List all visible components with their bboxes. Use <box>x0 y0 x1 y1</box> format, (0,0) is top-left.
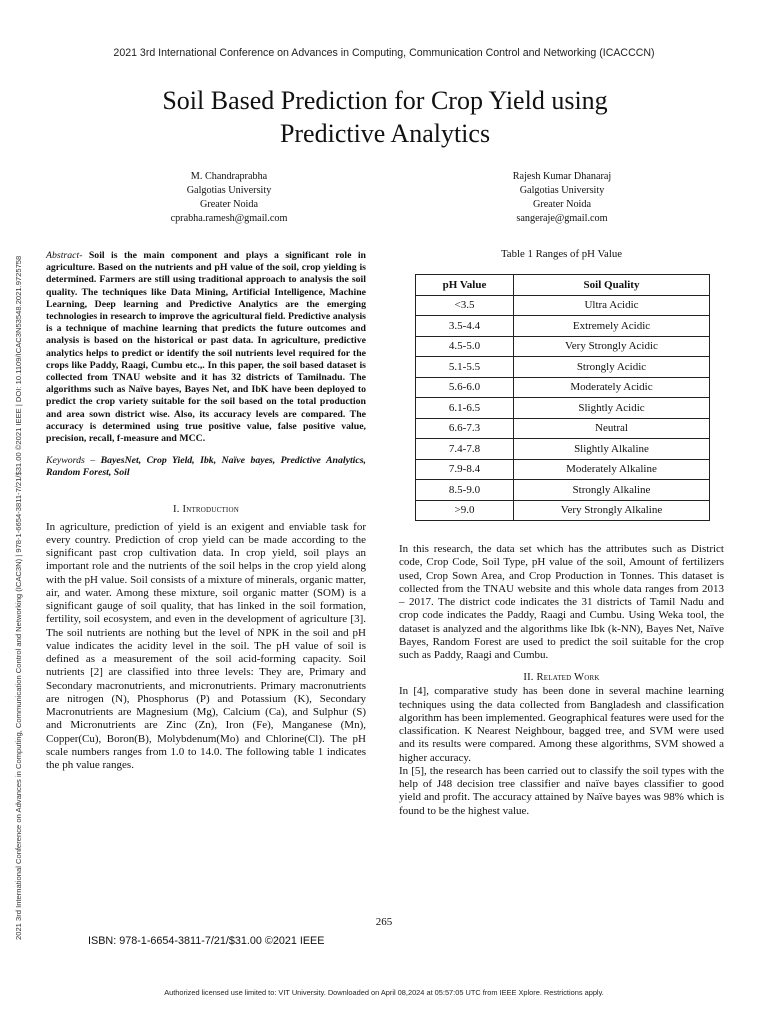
page-number: 265 <box>375 916 393 928</box>
table-row <box>416 398 710 419</box>
table-cell: 3.5-4.4 <box>416 316 514 337</box>
table-row <box>416 357 710 378</box>
author-name: Rajesh Kumar Dhanaraj <box>512 171 612 182</box>
related-work-paragraph-2: In [5], the research has been carried out to classify the soil types with the help of J48 decision tree classifier and naïve bayes classifier to good yield and profit. The accuracy attained by Naïve bayes was 98% which is found to be the highest value. <box>399 764 724 817</box>
table-cell: Neutral <box>514 418 710 439</box>
keywords-lead: Keywords – <box>46 455 101 467</box>
table-cell: <3.5 <box>416 295 514 316</box>
paper-title <box>60 84 710 150</box>
table-cell: Strongly Acidic <box>514 357 710 378</box>
table-row <box>416 480 710 501</box>
author-block-1 <box>129 170 329 226</box>
table-header-row <box>416 275 710 296</box>
table-cell: Extremely Acidic <box>514 316 710 337</box>
introduction-paragraph: In agriculture, prediction of yield is an exigent and enviable task for every country. Prediction of crop yield can be made according to the significant past crop cultivation data. In crop yield, soil plays an important role and the nutrients of the soil helps in the crop yield along with the pH value. Soil consists of a mixture of minerals, organic matter, air, and water. Among these mixture, soil organic matter (SOM) is a significant gauge of soil quality, that has linked in the soil formation, fertility, soil ecosystem, and even in the development of agriculture [3]. The soil nutrients are nothing but the level of NPK in the soil and pH value indicates the acidity level in the soil. The pH value of soil is defined as a measurement of the soil acid-forming capacity. Soil nutrients [2] are classified into three levels: They are, Primary and Secondary macronutrients, and micronutrients. Primary macronutrients are nitrogen (N), Phosphorus (P) and Potassium (K), Secondary Macronutrients are Magnesium (Mg), Calcium (Ca), and Sulphur (S) and Micronutrients are Zinc (Zn), Iron (Fe), Manganese (Mn), Copper(Cu), Boron(B), Molybdenum(Mo) and Chlorine(Cl). The pH scale numbers ranges from 1.0 to 14.0. The following table 1 indicates the ph value ranges. <box>46 520 366 772</box>
author-name: M. Chandraprabha <box>190 171 268 182</box>
table-cell: 7.4-7.8 <box>416 439 514 460</box>
author-block-2 <box>462 170 662 226</box>
table-cell: Slightly Alkaline <box>514 439 710 460</box>
table-cell: Very Strongly Alkaline <box>514 500 710 521</box>
title-line-2: Predictive Analytics <box>279 119 491 148</box>
table-row <box>416 459 710 480</box>
table-cell: 6.6-7.3 <box>416 418 514 439</box>
doi-sidebar: 2021 3rd International Conference on Advances in Computing, Communication Control and Networking (ICAC3N) | 978-1-6654-3811-7/21/$31.00 ©2021 IEEE | DOI: 10.1109/ICAC3N53548.2021.9725758 <box>14 255 23 940</box>
table-header-cell: pH Value <box>416 275 514 296</box>
table-row <box>416 439 710 460</box>
license-notice: Authorized licensed use limited to: VIT University. Downloaded on April 08,2024 at 05:57:05 UTC from IEEE Xplore. Restrictions apply. <box>164 988 604 997</box>
section-heading-introduction: I. Introduction <box>173 503 239 515</box>
section-heading-related-work: II. Related Work <box>523 672 600 684</box>
abstract-lead: Abstract- <box>46 250 83 261</box>
table-cell: Moderately Acidic <box>514 377 710 398</box>
table-cell: Ultra Acidic <box>514 295 710 316</box>
table-cell: 4.5-5.0 <box>416 336 514 357</box>
ph-range-table <box>415 274 710 521</box>
table-cell: Moderately Alkaline <box>514 459 710 480</box>
conference-header: 2021 3rd International Conference on Advances in Computing, Communication Control and Networking (ICACCCN) <box>113 47 655 59</box>
table-caption: Table 1 Ranges of pH Value <box>500 248 623 260</box>
right-column <box>399 248 724 818</box>
table-cell: 5.1-5.5 <box>416 357 514 378</box>
table-cell: 5.6-6.0 <box>416 377 514 398</box>
table-cell: 8.5-9.0 <box>416 480 514 501</box>
table-row <box>416 295 710 316</box>
table-row <box>416 336 710 357</box>
table-cell: >9.0 <box>416 500 514 521</box>
author-email: sangeraje@gmail.com <box>516 213 608 224</box>
keywords-text: BayesNet, Crop Yield, Ibk, Naïve bayes, Predictive Analytics, Random Forest, Soil <box>46 455 366 479</box>
left-column <box>46 250 366 772</box>
table-cell: Strongly Alkaline <box>514 480 710 501</box>
table-header-cell: Soil Quality <box>514 275 710 296</box>
table-row <box>416 418 710 439</box>
author-affiliation: Galgotias University <box>186 185 272 196</box>
table-row <box>416 377 710 398</box>
abstract-text: Soil is the main component and plays a significant role in agriculture. Based on the nutrients and pH value of the soil, crop yielding is determined. Farmers are still using traditional approach to analysis the soil quality. The techniques like Data Mining, Artificial Intelligence, Machine Learning, Deep learning and Predictive Analytics are the emerging technologies in research to improve the agricultural field. Predictive analysis is a technique of machine learning that predicts the future outcomes and analysis is based on the historical or past data. In agriculture, predictive analytics helps to predict or identify the soil nutrients level required for the crops like Paddy, Raagi, Cumbu etc.,. In this paper, the soil based dataset is collected from TNAU website and it has 32 districts of Tamilnadu. The algorithms such as Naïve bayes, Bayes Net, and IbK have been deployed to predict the crop variety suitable for the soil based on the total production and area sown district wise. Also, its accuracy levels are compared. The accuracy is determined using true positive value, false positive value, precision, recall, f-measure and MCC. <box>46 250 366 445</box>
table-row <box>416 316 710 337</box>
table-cell: 6.1-6.5 <box>416 398 514 419</box>
abstract <box>46 250 366 445</box>
author-affiliation: Galgotias University <box>519 185 605 196</box>
table-row <box>416 500 710 521</box>
isbn-footer: ISBN: 978-1-6654-3811-7/21/$31.00 ©2021 IEEE <box>88 935 325 947</box>
author-location: Greater Noida <box>200 199 258 210</box>
dataset-paragraph: In this research, the data set which has the attributes such as District code, Crop Code, Soil Type, pH value of the soil, Amount of fertilizers used, Crop Sown Area, and Crop Production in Tonnes. This dataset is collected from the TNAU website and this whole data ranges from 2013 – 2017. The district code indicates the 31 districts of Tamil Nadu and crop code indicates the Paddy, Raagi and Cumbu. Using Weka tool, the dataset is analyzed and the algorithms like Ibk (k-NN), Bayes Net, Naïve Bayes, Random Forest are used to predict the soil suitable for the crop such as Paddy, Raagi and Cumbu. <box>399 543 724 661</box>
related-work-paragraph-1: In [4], comparative study has been done in several machine learning techniques using the data collected from Bangladesh and classification algorithm has been implemented. Geographical features were used for the classification. K Nearest Neighbour, bagged tree, and SVM were used and its results were compared. Among these algorithms, SVM showed a higher accuracy. <box>399 685 724 764</box>
table-cell: 7.9-8.4 <box>416 459 514 480</box>
keywords <box>46 455 366 479</box>
table-cell: Slightly Acidic <box>514 398 710 419</box>
table-cell: Very Strongly Acidic <box>514 336 710 357</box>
author-location: Greater Noida <box>533 199 591 210</box>
title-line-1: Soil Based Prediction for Crop Yield using <box>162 86 608 115</box>
author-email: cprabha.ramesh@gmail.com <box>170 213 288 224</box>
